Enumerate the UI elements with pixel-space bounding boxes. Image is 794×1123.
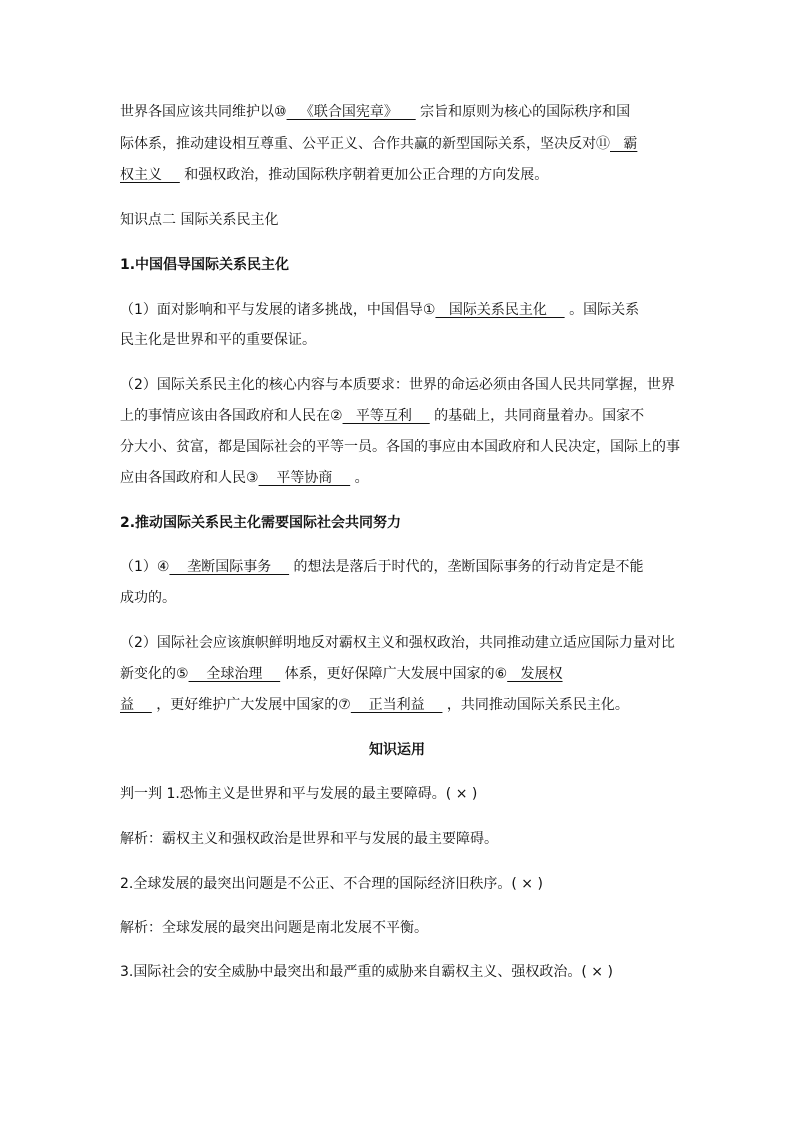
paragraph-line [120,406,680,426]
point-heading: 2.推动国际关系民主化需要国际社会共同努力 [120,515,402,531]
paragraph-line: 民主化是世界和平的重要保证。 [120,332,316,348]
text: 上的事情应该由各国政府和人民在② [120,408,343,424]
text: 新变化的⑤ [120,666,189,682]
paragraph-line [120,300,680,320]
section-title: 知识运用 [369,742,425,758]
point-heading: 1.中国倡导国际关系民主化 [120,257,290,273]
answer-blank: 霸 [610,136,638,152]
paragraph-line: （2）国际关系民主化的核心内容与本质要求：世界的命运必须由各国人民共同掌握，世界 [120,377,675,393]
text: 和强权政治，推动国际秩序朝着更加公正合理的方向发展。 [179,167,549,183]
paragraph-line: 分大小、贫富，都是国际社会的平等一员。各国的事应由本国政府和人民决定，国际上的事 [120,439,680,455]
paragraph-line [120,557,680,577]
text: 应由各国政府和人民③ [120,470,259,486]
answer-blank: 全球治理 [188,666,281,682]
paragraph-line: 成功的。 [120,590,176,606]
text: （1）面对影响和平与发展的诸多挑战，中国倡导① [120,302,436,318]
answer-blank: 平等互利 [342,408,430,424]
paragraph-line [120,468,680,488]
judgement-question: 判一判 1.恐怖主义是世界和平与发展的最主要障碍。( × ) [120,786,478,802]
section-heading: 知识点二 国际关系民主化 [120,212,279,228]
answer-blank: 发展权 [507,666,563,682]
analysis-text: 解析：霸权主义和强权政治是世界和平与发展的最主要障碍。 [120,831,498,847]
paragraph-line: （2）国际社会应该旗帜鲜明地反对霸权主义和强权政治，共同推动建立适应国际力量对比 [120,635,675,651]
text: （1）④ [120,559,170,575]
text: 的想法是落后于时代的，垄断国际事务的行动肯定是不能 [289,559,644,575]
text: 际体系，推动建设相互尊重、公平正义、合作共赢的新型国际关系，坚决反对⑪ [120,136,610,152]
text: ，更好维护广大发展中国家的⑦ [151,697,351,713]
analysis-text: 解析：全球发展的最突出问题是南北发展不平衡。 [120,920,428,936]
paragraph-line [120,664,680,684]
text: 的基础上，共同商量着办。国家不 [429,408,645,424]
judgement-question: 2.全球发展的最突出问题是不公正、不合理的国际经济旧秩序。( × ) [120,876,543,892]
text: 宗旨和原则为核心的国际秩序和国 [415,104,631,120]
paragraph-line [120,102,680,122]
answer-blank: 权主义 [120,167,180,183]
text: 世界各国应该共同维护以⑩ [120,104,287,120]
paragraph-line [120,695,680,715]
text: ，共同推动国际关系民主化。 [442,697,629,713]
paragraph-line [120,134,680,154]
answer-blank: 国际关系民主化 [435,302,565,318]
answer-blank: 平等协商 [258,470,351,486]
text: 。国际关系 [564,302,640,318]
answer-blank: 《联合国宪章》 [286,104,416,120]
judgement-question: 3.国际社会的安全威胁中最突出和最严重的威胁来自霸权主义、强权政治。( × ) [120,964,613,980]
paragraph-line [120,165,680,185]
text: 。 [350,470,369,486]
answer-blank: 正当利益 [350,697,443,713]
text: 体系，更好保障广大发展中国家的⑥ [280,666,508,682]
answer-blank: 垄断国际事务 [169,559,290,575]
answer-blank: 益 [120,697,152,713]
